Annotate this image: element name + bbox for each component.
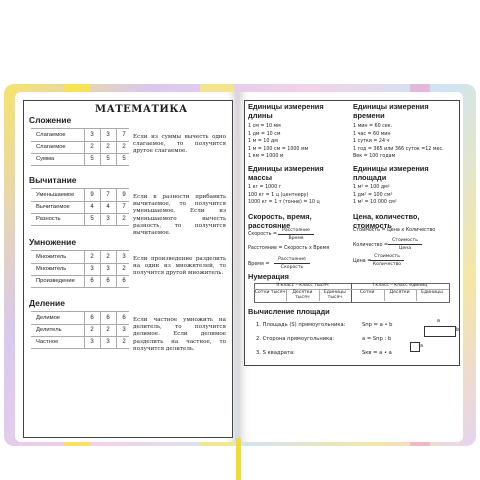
row-value: 3 [106, 266, 110, 272]
unit-line: 1 мин = 60 сек. [353, 124, 393, 129]
unit-line: 1 м² = 100 дм² [353, 185, 390, 190]
area-item-formula: Sпр = a • b [362, 322, 393, 328]
unit-line: 1 м = 100 см = 1000 мм [248, 146, 309, 152]
section-heading: Умножение [29, 237, 77, 247]
table-line [100, 188, 101, 225]
table-line [116, 188, 117, 225]
table-line [31, 263, 129, 264]
row-value: 3 [90, 266, 94, 272]
row-value: 3 [90, 339, 94, 345]
row-label: Слагаемое [36, 132, 66, 138]
row-value: 7 [122, 204, 126, 210]
quantity-formula-num: Стоимость [392, 238, 418, 243]
row-value: 6 [106, 315, 110, 321]
table-line [31, 213, 129, 214]
table-line [31, 336, 129, 337]
digit-place: Десятки [389, 290, 410, 295]
section-heading: Деление [29, 298, 65, 308]
row-value: 9 [90, 192, 94, 198]
table-line [31, 225, 129, 226]
table-line [84, 188, 85, 225]
unit-line: 1 м² = 10 000 см² [353, 200, 397, 206]
row-value: 6 [106, 278, 110, 284]
row-value: 5 [90, 216, 94, 222]
table-line [31, 275, 129, 276]
row-value: 5 [122, 156, 126, 162]
rectangle-figure [424, 326, 456, 337]
speed-formula-den: Время [288, 236, 304, 241]
row-value: 6 [90, 315, 94, 321]
rule-text: Если частное умножить на делитель, то получится делимое. Если делимое разделить на частное, то получится делитель. [133, 317, 226, 352]
fraction-line [388, 244, 422, 245]
area-item-formula: Sкв = a • a [362, 350, 392, 356]
table-divider [319, 289, 320, 301]
table-line [31, 201, 129, 202]
row-value: 7 [106, 192, 110, 198]
table-line [31, 250, 129, 251]
unit-line: 1 час = 60 мин [353, 131, 391, 137]
page-title: МАТЕМАТИКА [95, 104, 188, 115]
unit-line: 1 м = 10 дм [248, 139, 278, 145]
time-formula-den: Скорость [280, 265, 304, 270]
row-value: 7 [122, 132, 126, 138]
table-line [116, 128, 117, 165]
table-line [100, 128, 101, 165]
area-item-text: 2. Сторона прямоугольника: [256, 336, 335, 342]
table-line [31, 188, 129, 189]
row-value: 2 [122, 144, 126, 150]
speed-formula-num: Расстояние [282, 228, 310, 233]
table-divider [384, 289, 385, 301]
rule-text: Если к разности прибавить вычитаемое, то получится уменьшаемое. Если из уменьшаемого вычесть разность, то получится вычитаемое. [133, 194, 226, 237]
unit-line: 100 кг = 1 ц (центнеру) [248, 192, 309, 198]
row-value: 2 [90, 327, 94, 333]
table-line [31, 311, 129, 312]
rule-text: Если из суммы вычесть одно слагаемое, то получится другое слагаемое. [133, 134, 226, 155]
numeration-title: Нумерация [248, 272, 289, 281]
row-label: Делимое [36, 315, 61, 321]
area-item-formula: a = Sпр : b [362, 336, 392, 342]
class-thousands: II класс – класс тысяч [276, 283, 329, 288]
digit-place: Десятки тысяч [292, 290, 313, 301]
rectangle-side-a: a [437, 319, 440, 324]
quantity-formula-left: Количество = [353, 243, 389, 248]
table-line [84, 311, 85, 348]
square-figure [410, 342, 420, 352]
price-formula-den: Количество [372, 262, 402, 267]
table-line [31, 287, 129, 288]
table-divider [416, 289, 417, 301]
table-line [31, 348, 129, 349]
row-value: 6 [122, 278, 126, 284]
table-line [31, 128, 129, 129]
unit-line: 1 сутки = 24 ч [353, 139, 390, 145]
row-value: 5 [106, 156, 110, 162]
unit-line: 1 дм = 10 см [248, 131, 281, 137]
rectangle-side-b: b [456, 328, 460, 333]
unit-line: Век = 100 годам [353, 154, 396, 160]
table-line [31, 165, 129, 166]
section-heading: Вычитание [29, 175, 77, 185]
unit-line: 1 год = 365 или 366 суток =12 мес. [353, 146, 444, 152]
row-value: 2 [90, 144, 94, 150]
row-label: Произведение [36, 278, 75, 284]
row-value: 3 [122, 327, 126, 333]
row-value: 2 [90, 254, 94, 260]
row-label: Частное [36, 339, 59, 345]
digit-place: Сотни [359, 290, 375, 295]
fraction-line [370, 260, 404, 261]
row-value: 3 [90, 132, 94, 138]
table-line [116, 250, 117, 287]
time-formula-num: Расстояние [278, 257, 306, 262]
row-value: 3 [106, 216, 110, 222]
table-line [84, 250, 85, 287]
fraction-line [274, 263, 310, 264]
row-label: Уменьшаемое [36, 192, 75, 198]
row-value: 4 [90, 204, 94, 210]
time-title: Единицы измерения времени [353, 102, 429, 120]
row-value: 2 [106, 254, 110, 260]
area-item-text: 1. Площадь (S) прямоугольника: [256, 322, 346, 328]
row-value: 9 [122, 192, 126, 198]
area-calc-title: Вычисление площади [248, 307, 330, 316]
table-line [100, 250, 101, 287]
area-item-text: 3. S квадрата: [256, 350, 295, 356]
row-value: 3 [106, 339, 110, 345]
row-label: Множитель [36, 254, 67, 260]
mass-title: Единицы измерения массы [248, 164, 324, 182]
row-value: 5 [90, 156, 94, 162]
length-title: Единицы измерения длины [248, 102, 324, 120]
time-formula-left: Время = [248, 262, 270, 267]
section-heading: Сложение [29, 115, 72, 125]
table-divider [286, 289, 287, 301]
row-value: 2 [106, 144, 110, 150]
unit-line: 1 кг = 1000 г [248, 185, 282, 190]
distance-formula: Расстояние = Скорость х Время [248, 246, 330, 251]
speed-formula-left: Скорость = [248, 232, 277, 237]
row-label: Разность [36, 216, 61, 222]
digit-place: Единицы тысяч [323, 290, 346, 301]
row-value: 6 [90, 278, 94, 284]
rule-text: Если произведение разделить на один из множителей, то получится другой множитель. [133, 256, 226, 277]
area-units-title: Единицы измерения площади [353, 164, 429, 182]
quantity-formula-den: Цена [398, 246, 412, 251]
speed-title: Скорость, время, расстояние [248, 212, 312, 230]
cost-formula: Стоимость = Цена х Количество [353, 228, 436, 233]
class-units: I класс – класс единиц [372, 283, 428, 288]
digit-place: Сотни тысяч [254, 290, 286, 295]
table-line [31, 141, 129, 142]
unit-line: 1000 кг = 1 т (тонне) = 10 ц [248, 200, 320, 206]
price-formula-left: Цена = [353, 259, 372, 264]
table-line [116, 311, 117, 348]
bookmark-ribbon [236, 438, 241, 480]
unit-line: 1 км = 1000 м [248, 154, 284, 160]
unit-line: 1 дм² = 100 см² [353, 192, 393, 198]
row-label: Сумма [36, 156, 55, 162]
row-value: 2 [106, 327, 110, 333]
fraction-line [278, 234, 314, 235]
row-value: 2 [122, 339, 126, 345]
price-title: Цена, количество, стоимость [353, 212, 420, 230]
table-line [31, 324, 129, 325]
row-value: 2 [122, 266, 126, 272]
row-label: Вычитаемое [36, 204, 70, 210]
digit-place: Единицы [421, 290, 443, 295]
unit-line: 1 см = 10 мм [248, 124, 281, 129]
row-value: 6 [122, 315, 126, 321]
row-value: 2 [122, 216, 126, 222]
table-line [84, 128, 85, 165]
row-label: Слагаемое [36, 144, 66, 150]
row-label: Множитель [36, 266, 67, 272]
table-line [31, 153, 129, 154]
table-line [100, 311, 101, 348]
square-side-a: a [420, 344, 423, 349]
price-formula-num: Стоимость [374, 254, 400, 259]
row-value: 3 [122, 254, 126, 260]
row-value: 4 [106, 204, 110, 210]
row-label: Делитель [36, 327, 62, 333]
row-value: 3 [106, 132, 110, 138]
